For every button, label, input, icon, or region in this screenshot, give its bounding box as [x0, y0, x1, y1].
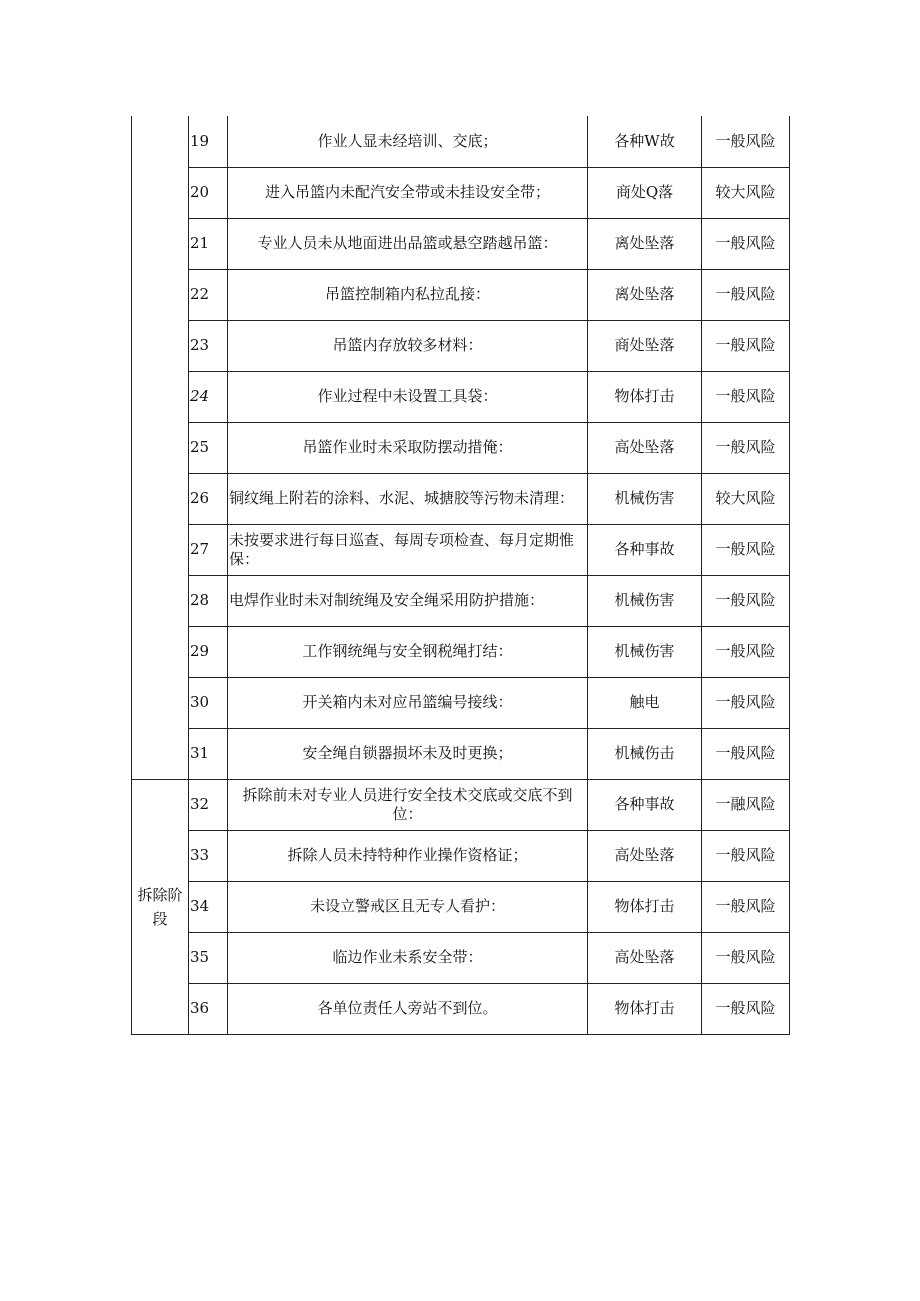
table-row [132, 830, 790, 881]
row-number: 20 [189, 167, 228, 218]
row-number: 36 [189, 983, 228, 1034]
accident-type: 机械伤害 [588, 473, 702, 524]
row-number: 28 [189, 575, 228, 626]
accident-type: 各种事故 [588, 524, 702, 575]
row-number: 35 [189, 932, 228, 983]
risk-item: 未设立警戒区且无专人看护： [228, 881, 588, 932]
risk-item: 吊篮作业时未采取防摆动措俺： [228, 422, 588, 473]
risk-item: 吊篮内存放较多材料： [228, 320, 588, 371]
row-number: 27 [189, 524, 228, 575]
risk-level: 一般风险 [702, 269, 790, 320]
row-number: 34 [189, 881, 228, 932]
accident-type: 物体打击 [588, 983, 702, 1034]
table-row [132, 320, 790, 371]
row-number: 22 [189, 269, 228, 320]
risk-item: 未按要求进行每日巡查、每周专项检查、每月定期惟保： [228, 524, 588, 575]
risk-item: 安全绳自锁器损坏未及时更换； [228, 728, 588, 779]
accident-type: 机械伤击 [588, 728, 702, 779]
risk-level: 一般风险 [702, 422, 790, 473]
row-number: 33 [189, 830, 228, 881]
table-row [132, 677, 790, 728]
table-row [132, 779, 790, 830]
risk-item: 工作钢统绳与安全钢税绳打结： [228, 626, 588, 677]
table-row [132, 269, 790, 320]
table-row [132, 575, 790, 626]
risk-level: 一般风险 [702, 983, 790, 1034]
table-row [132, 626, 790, 677]
row-number: 29 [189, 626, 228, 677]
accident-type: 物体打击 [588, 881, 702, 932]
risk-level: 一般风险 [702, 830, 790, 881]
risk-level: 一般风险 [702, 320, 790, 371]
row-number: 26 [189, 473, 228, 524]
risk-level: 一般风险 [702, 932, 790, 983]
table-row [132, 116, 790, 167]
risk-level: 一融风险 [702, 779, 790, 830]
table-row [132, 422, 790, 473]
risk-item: 作业过程中未设置工具袋： [228, 371, 588, 422]
risk-item: 拆除前未对专业人员进行安全技术交底或交底不到位： [228, 779, 588, 830]
risk-item: 各单位责任人旁站不到位。 [228, 983, 588, 1034]
risk-item: 拆除人员未持特种作业操作资格证； [228, 830, 588, 881]
stage-cell-continued [132, 116, 189, 779]
accident-type: 商处Q落 [588, 167, 702, 218]
risk-level: 一般风险 [702, 524, 790, 575]
accident-type: 各种事故 [588, 779, 702, 830]
risk-level: 一般风险 [702, 575, 790, 626]
accident-type: 物体打击 [588, 371, 702, 422]
risk-level: 一般风险 [702, 218, 790, 269]
accident-type: 高处坠落 [588, 422, 702, 473]
risk-level: 一般风险 [702, 626, 790, 677]
risk-item: 吊篮控制箱内私拉乱接： [228, 269, 588, 320]
row-number: 30 [189, 677, 228, 728]
table-row [132, 524, 790, 575]
risk-table [131, 116, 790, 1035]
table-row [132, 881, 790, 932]
accident-type: 离处坠落 [588, 269, 702, 320]
row-number: 25 [189, 422, 228, 473]
stage-cell-dismantling [132, 779, 189, 1034]
table-row [132, 167, 790, 218]
row-number: 32 [189, 779, 228, 830]
accident-type: 机械伤害 [588, 575, 702, 626]
row-number: 21 [189, 218, 228, 269]
accident-type: 高处坠落 [588, 830, 702, 881]
risk-level: 一般风险 [702, 728, 790, 779]
table-row [132, 932, 790, 983]
risk-item: 进入吊篮内未配汽安全带或未挂设安全带； [228, 167, 588, 218]
risk-level: 较大风险 [702, 167, 790, 218]
risk-item: 临边作业未系安全带： [228, 932, 588, 983]
risk-level: 一般风险 [702, 677, 790, 728]
accident-type: 商处坠落 [588, 320, 702, 371]
risk-item: 铜纹绳上附若的涂料、水泥、城搪胶等污物未清理： [228, 473, 588, 524]
risk-level: 一般风险 [702, 881, 790, 932]
table-row [132, 473, 790, 524]
risk-item: 开关箱内未对应吊篮编号接线： [228, 677, 588, 728]
table-row [132, 371, 790, 422]
row-number: 24 [189, 371, 228, 422]
accident-type: 离处坠落 [588, 218, 702, 269]
risk-level: 较大风险 [702, 473, 790, 524]
accident-type: 各种W故 [588, 116, 702, 167]
row-number: 23 [189, 320, 228, 371]
risk-level: 一般风险 [702, 116, 790, 167]
risk-level: 一般风险 [702, 371, 790, 422]
risk-item: 专业人员未从地面进出品篮或悬空踏越吊篮： [228, 218, 588, 269]
table-row [132, 983, 790, 1034]
accident-type: 机械伤害 [588, 626, 702, 677]
table-row [132, 728, 790, 779]
accident-type: 触电 [588, 677, 702, 728]
accident-type: 高处坠落 [588, 932, 702, 983]
risk-item: 电焊作业时未对制统绳及安全绳采用防护措施： [228, 575, 588, 626]
table-row [132, 218, 790, 269]
stage-label: 拆除阶段 [137, 885, 183, 928]
risk-item: 作业人显未经培训、交底； [228, 116, 588, 167]
row-number: 19 [189, 116, 228, 167]
row-number: 31 [189, 728, 228, 779]
